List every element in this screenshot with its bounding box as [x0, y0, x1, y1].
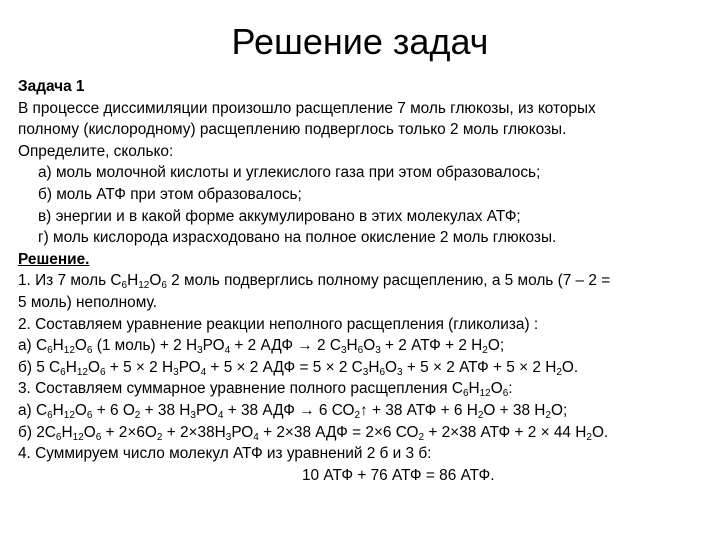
- subscript: 6: [47, 345, 53, 357]
- question-c: в) энергии и в какой форме аккумулировано в этих молекулах АТФ;: [38, 207, 521, 225]
- subscript: 2: [354, 409, 361, 421]
- subscript: 6: [86, 345, 93, 357]
- solution-line: 3. Составляем суммарное уравнение полного расщепления $С_6Н_{12}О_6$:: [18, 380, 513, 400]
- subscript: 6: [60, 366, 66, 378]
- solution-line: 5 моль) неполному.: [18, 293, 157, 311]
- subscript: 4: [200, 366, 207, 378]
- subscript: 4: [224, 345, 231, 357]
- subscript: 12: [138, 280, 150, 292]
- subscript: 2: [477, 409, 484, 421]
- subscript: 12: [63, 409, 75, 421]
- subscript: 4: [253, 431, 259, 443]
- subscript: 2: [482, 345, 488, 357]
- task-line: полному (кислородному) расщеплению подверглось только 2 моль глюкозы.: [18, 121, 567, 139]
- solution-heading: Решение.: [18, 250, 90, 268]
- document-body: [18, 76, 710, 486]
- subscript: 2: [556, 366, 562, 378]
- subscript: 12: [72, 431, 84, 443]
- subscript: 4: [217, 409, 224, 421]
- equation-3a: а) $С_6Н_{12}О_6 + 6$ $О_2 + 38$ $Н_3РО_4 + 38$ АДФ → 6 $СО_2↑ + 38$ АТФ + 6 $Н_2О + 38$ $Н_2О$;: [18, 401, 568, 421]
- subscript: 6: [86, 409, 93, 421]
- equation-3b: б) $2С_6Н_{12}О_6 + 2\times 6О_2 + 2\times 38Н_3РО_4 + 2\times 38$ АДФ = 2×6 $СО_2 + 2\times 38$ АТФ + 2 × 44 $Н_2О$.: [18, 423, 609, 443]
- question-a: а) моль молочной кислоты и углекислого газа при этом образовалось;: [38, 164, 541, 182]
- question-d: г) моль кислорода израсходовано на полное окисление 2 моль глюкозы.: [38, 229, 557, 247]
- task-line: В процессе диссимиляции произошло расщепление 7 моль глюкозы, из которых: [18, 99, 596, 117]
- subscript: 6: [357, 345, 364, 357]
- subscript: 3: [397, 366, 403, 378]
- subscript: 6: [161, 280, 167, 292]
- subscript: 6: [121, 280, 128, 292]
- subscript: 3: [362, 366, 369, 378]
- subscript: 3: [173, 366, 179, 378]
- subscript: 6: [99, 366, 106, 378]
- subscript: 12: [479, 388, 491, 400]
- subscript: 2: [156, 431, 163, 443]
- page-title: Решение задач: [231, 21, 489, 62]
- subscript: 6: [47, 409, 53, 421]
- question-b: б) моль АТФ при этом образовалось;: [38, 185, 302, 203]
- subscript: 3: [375, 345, 381, 357]
- task-heading: Задача 1: [18, 78, 85, 95]
- subscript: 2: [134, 409, 141, 421]
- subscript: 3: [340, 345, 347, 357]
- solution-line: 2. Составляем уравнение реакции неполного расщепления (гликолиза) :: [18, 315, 539, 333]
- subscript: 3: [197, 345, 203, 357]
- equation-2a: а) $С_6Н_{12}О_6$ (1 моль) + 2 $Н_3РО_4 + 2$ АДФ → 2 $С_3Н_6О_3 + 2$ АТФ + 2 $Н_2О$;: [18, 337, 505, 357]
- solution-line: 1. Из 7 моль $С_6Н_{12}О_6$ 2 моль подверглись полному расщеплению, а 5 моль (7 – 2 =: [18, 272, 611, 292]
- subscript: 3: [225, 431, 232, 443]
- subscript: 6: [55, 431, 62, 443]
- subscript: 12: [76, 366, 88, 378]
- subscript: 2: [586, 431, 592, 443]
- subscript: 6: [379, 366, 386, 378]
- final-answer: 10 АТФ + 76 АТФ = 86 АТФ.: [302, 466, 495, 484]
- subscript: 2: [545, 409, 551, 421]
- subscript: 6: [502, 388, 509, 400]
- subscript: 3: [190, 409, 196, 421]
- subscript: 6: [462, 388, 469, 400]
- subscript: 6: [95, 431, 102, 443]
- subscript: 2: [418, 431, 425, 443]
- task-line: Определите, сколько:: [18, 142, 174, 160]
- solution-line: 4. Суммируем число молекул АТФ из уравнений 2 б и 3 б:: [18, 445, 432, 463]
- equation-2b: б) 5 $С_6Н_{12}О_6 + 5 \times 2$ $Н_3РО_4 + 5 \times 2$ АДФ = 5 × 2 $С_3Н_6О_3 + 5 \times 2$ АТФ + 5 × 2 $Н_2О$.: [18, 358, 579, 378]
- subscript: 12: [63, 345, 75, 357]
